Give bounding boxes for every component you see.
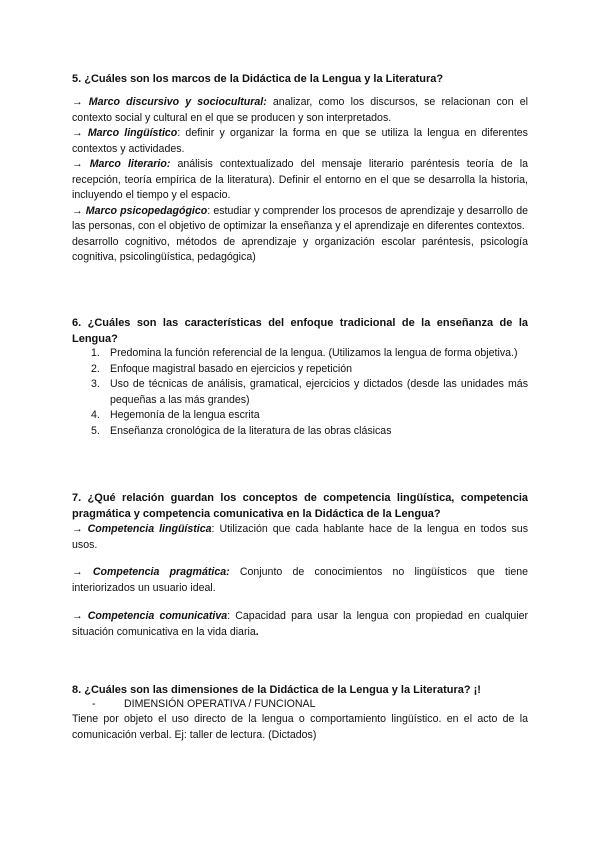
list-text: Predomina la función referencial de la lengua. (Utilizamos la lengua de forma objetiva.): [110, 347, 518, 359]
q5-body: [72, 95, 528, 266]
entry-text: : Utilización que cada hablante hace de la lengua en todos sus usos.: [72, 523, 528, 551]
entry-text: Conjunto de conocimientos no lingüísticos que tiene interiorizados un usuario ideal.: [72, 566, 528, 594]
arrow-icon: →: [72, 610, 83, 622]
list-number: 2.: [91, 362, 100, 375]
entry-label: Marco literario:: [89, 158, 171, 170]
q8-heading: 8. ¿Cuáles son las dimensiones de la Didáctica de la Lengua y la Literatura? ¡!: [72, 684, 481, 696]
entry-text: : Capacidad para usar la lengua con propiedad en cualquier situación comunicativa en la vida diaria: [72, 610, 529, 638]
q5-tail: desarrollo cognitivo, métodos de aprendizaje y organización escolar paréntesis, psicología cognitiva, psicolingüística, pedagógica): [72, 235, 528, 263]
q6-heading: 6. ¿Cuáles son las características del enfoque tradicional de la enseñanza de la Lengua?: [72, 317, 528, 345]
entry-label: Competencia pragmática:: [92, 566, 230, 578]
list-text: Uso de técnicas de análisis, gramatical, ejercicios y dictados (desde las unidades más pequeñas a las más grandes): [110, 378, 528, 406]
q5-heading: 5. ¿Cuáles son los marcos de la Didáctica de la Lengua y la Literatura?: [72, 73, 444, 85]
arrow-icon: →: [72, 158, 83, 170]
q7-heading: 7. ¿Qué relación guardan los conceptos de competencia lingüística, competencia pragmática y competencia comunicativa en la Didáctica de la Lengua?: [72, 492, 528, 520]
list-text: Enfoque magistral basado en ejercicios y repetición: [110, 362, 353, 375]
dash-item-text: DIMENSIÓN OPERATIVA / FUNCIONAL: [124, 698, 316, 710]
q5-entry: [72, 157, 528, 204]
list-number: 1.: [91, 347, 100, 359]
list-number: 3.: [91, 378, 100, 390]
q5-entry: [72, 95, 528, 126]
list-number: 5.: [91, 424, 100, 437]
entry-text: : estudiar y comprender los procesos de aprendizaje y desarrollo de las personas, con el objetivo de optimizar la enseñanza y el aprendizaje en diferentes contextos.: [72, 204, 528, 232]
q8-body: Tiene por objeto el uso directo de la lengua o comportamiento lingüístico. en el acto de la comunicación verbal. Ej: taller de lectura. (Dictados): [72, 713, 528, 741]
list-text: Enseñanza cronológica de la literatura de las obras clásicas: [110, 424, 392, 437]
q5-entry: [72, 204, 528, 235]
arrow-icon: →: [72, 204, 83, 217]
entry-text: : definir y organizar la forma en que se utiliza la lengua en diferentes contextos y actividades.: [72, 127, 528, 155]
q6-list: [72, 346, 528, 439]
list-item: [72, 408, 528, 424]
entry-label: Competencia lingüística: [87, 523, 212, 535]
list-item: [72, 362, 528, 378]
list-item: [72, 377, 528, 408]
list-text: Hegemonía de la lengua escrita: [110, 409, 260, 421]
q7-entry-pragmatica: [72, 565, 528, 596]
list-item: [72, 346, 528, 362]
q5-entry: [72, 126, 528, 157]
entry-end: .: [255, 625, 259, 638]
entry-label: Marco lingüístico: [87, 127, 178, 139]
entry-text: analizar, como los discursos, se relacionan con el contexto social y cultural en el que se producen y son interpretados.: [72, 96, 528, 124]
q7-entry-linguistica: [72, 522, 528, 553]
list-number: 4.: [91, 409, 100, 421]
q8-dash-item: [72, 697, 580, 713]
entry-label: Competencia comunicativa: [87, 610, 228, 622]
arrow-icon: →: [72, 566, 83, 578]
dash-marker: -: [92, 698, 96, 710]
entry-label: Marco psicopedagógico: [85, 204, 208, 217]
arrow-icon: →: [72, 127, 83, 139]
arrow-icon: →: [72, 96, 83, 108]
q7-entry-comunicativa: [72, 609, 528, 640]
entry-text: análisis contextualizado del mensaje literario paréntesis teoría de la recepción, teoría empírica de la literatura). Definir el entorno en el que se desarrolla la historia, incluyendo el tiempo y el espacio.: [72, 158, 529, 201]
list-item: [72, 424, 528, 440]
entry-label: Marco discursivo y sociocultural:: [88, 96, 267, 108]
arrow-icon: →: [72, 523, 83, 535]
